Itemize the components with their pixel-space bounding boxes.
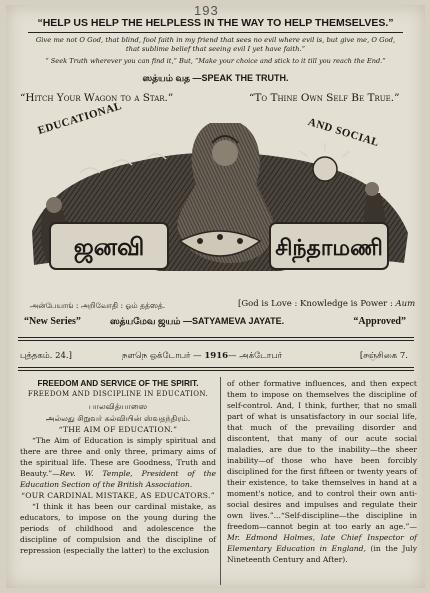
rule-lower-2 <box>18 370 414 371</box>
aim-heading: “THE AIM OF EDUCATION.” <box>58 425 178 434</box>
prayer-line-1: Give me not O God, that blind, fool faith in my friend that sees no evil where evil is, but give me, O God, <box>35 36 396 44</box>
seek-truth-line: “ Seek Truth wherever you can find it,” But, “Make your choice and stick to it till you reach the End.” <box>45 57 386 65</box>
god-is-love-line <box>238 299 415 309</box>
aim-paragraph <box>20 435 216 490</box>
satyameva-english: SATYAMEVA JAYATE. <box>191 316 285 326</box>
date-year: 1916 <box>204 351 229 361</box>
aim-text: “The Aim of Education is simply spiritual and there are three and only three, primary aims of the spiritual life. These are Goodness, Truth and Beauty.”— <box>20 436 216 478</box>
speak-truth-line <box>6 73 425 85</box>
rule-lower <box>18 367 414 368</box>
issue-number: [சஞ்சிகை 7. <box>359 351 408 361</box>
aum-text: Aum <box>395 299 416 309</box>
article-title: FREEDOM AND SERVICE OF THE SPIRIT. <box>37 379 199 388</box>
article-right-column <box>227 378 417 565</box>
date-tamil-right: — அக்டோபர் <box>228 351 283 361</box>
right-text: of other formative influences, and then expect them to impose on themselves the discipline of self-control. And, I think, further, that no small part of what is unsatisfactory in our social life, that much of the prevailing disorder and discontent, that many of our acute social maladies, are due to the inability—the sheer inability—of those who have been forcibly disciplined for the first fifteen or twenty years of their existence, to take themselves in hand at a moment's notice, and to control their own anti-social desires and impulses and regulate their own lives.”...“Self-discipline—the discipline in freedom—cannot begin at too early an age.”— <box>227 379 417 531</box>
article-subtitle: FREEDOM AND DISCIPLINE IN EDUCATION. <box>27 390 209 398</box>
mistake-paragraph: “I think it has been our cardinal mistake, as educators, to impose on the young during the periods of childhood and adolescence the discipline of compulsion and the discipline of repression (especially the latter) to the exclusion <box>20 502 216 555</box>
series-row <box>24 316 408 330</box>
quote-left: “Hitch Your Wagon to a Star.” <box>20 92 174 104</box>
banner-educational: EDUCATIONAL <box>36 100 124 137</box>
tamil-heading-2: அல்லது சிறுவர் கல்வியின் ஸ்வதந்திரம். <box>45 414 191 423</box>
satyameva-tamil: ஸத்யமேவ ஜயம் — <box>110 316 192 326</box>
banner-social: AND SOCIAL <box>306 116 381 150</box>
satyameva-jayate-line <box>110 316 284 328</box>
column-divider <box>220 377 221 585</box>
page-number: 193 <box>194 3 219 18</box>
date-tamil-left: நளநெ ஒக்டோபர் — <box>122 351 202 361</box>
title-tamil-right: சிந்தாமணி <box>275 236 383 261</box>
tamil-motto-small: அன்பேயாங் : அறிவோதி : ஓம் தத்ஸத். <box>30 301 166 310</box>
title-tamil-left: ஜனவி <box>73 233 145 261</box>
god-is-love-text: [God is Love : Knowledge is Power : <box>238 299 393 309</box>
issue-date <box>122 351 282 362</box>
masthead-motto: “HELP US HELP THE HELPLESS IN THE WAY TO HELP THEMSELVES.” <box>37 17 394 29</box>
masthead-rule <box>28 32 403 33</box>
tamil-heading-1: பாலவித்யாஸை <box>88 402 148 411</box>
article-left-column <box>20 378 216 556</box>
masthead-prayer <box>6 36 425 54</box>
newspaper-page <box>6 5 425 588</box>
new-series-label: “New Series” <box>24 316 81 327</box>
right-citation: Mr. Edmond Holmes, late Chief Inspector of Elementary Education in England, <box>227 533 417 553</box>
rule-upper <box>18 337 414 338</box>
quote-right: “To Thine Own Self Be True.” <box>249 92 400 104</box>
mistake-heading: “OUR CARDINAL MISTAKE, AS EDUCATORS.” <box>21 491 215 500</box>
aim-citation: Rev. W. Temple, President of the Education Section of the British Association. <box>20 469 216 489</box>
speak-truth-english: SPEAK THE TRUTH. <box>201 73 289 83</box>
right-end: (in the July Nineteenth Century and After). <box>227 544 418 564</box>
volume-label: புத்தகம். 24.] <box>20 351 72 361</box>
approved-label: “Approved” <box>353 316 406 327</box>
right-paragraph <box>227 378 417 565</box>
prayer-line-2: that sublime belief that seeing evil I yet have faith.” <box>125 45 306 53</box>
speak-truth-tamil: ஸத்யம் வத — <box>142 73 202 83</box>
rule-upper-2 <box>18 340 414 341</box>
